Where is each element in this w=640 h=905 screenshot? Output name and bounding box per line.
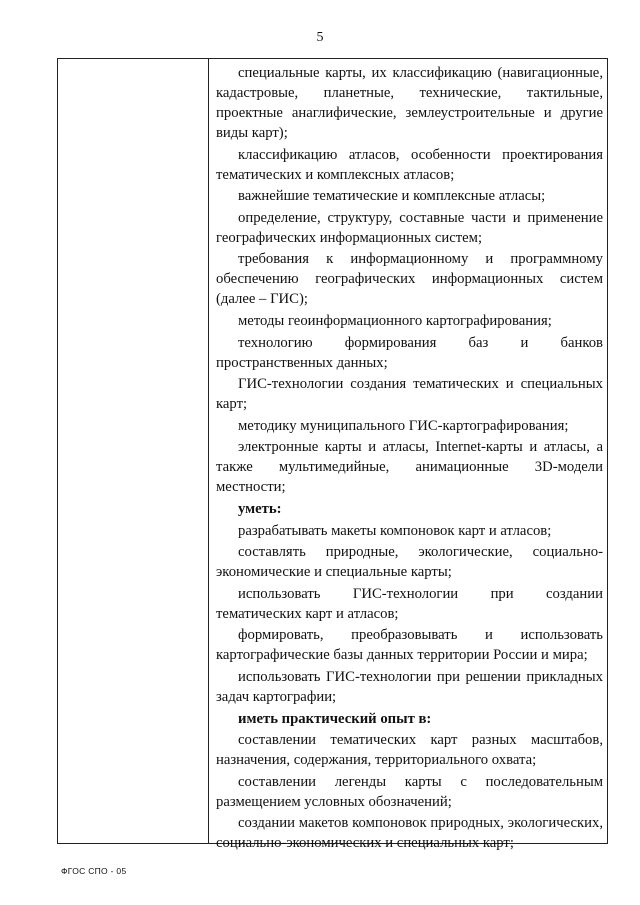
footer-label: ФГОС СПО - 05 xyxy=(61,866,127,876)
paragraph-municipal-gis: методику муниципального ГИС-картографирования; xyxy=(238,417,569,434)
paragraph-thematic-maps: составлении тематических карт разных масштабов, назначения, содержания, территориального охвата; xyxy=(216,732,603,769)
paragraph-legend: составлении легенды карты с последовательным размещением условных обозначений; xyxy=(216,773,603,810)
paragraph-applied-tasks: использовать ГИС-технологии при решении прикладных задач картографии; xyxy=(216,668,603,705)
paragraph-databank-technology: технологию формирования баз и банков пространственных данных; xyxy=(216,334,603,371)
paragraph-compose-maps: составлять природные, экологические, социально-экономические и специальные карты; xyxy=(216,544,603,581)
paragraph-layouts: разрабатывать макеты компоновок карт и атласов; xyxy=(238,522,552,539)
paragraph-databases: формировать, преобразовывать и использовать картографические базы данных территории России и мира; xyxy=(216,627,603,664)
heading-skills: уметь: xyxy=(238,500,282,517)
paragraph-electronic-maps: электронные карты и атласы, Internet-карты и атласы, а также мультимедийные, анимационные 3D-модели местности; xyxy=(216,439,603,496)
paragraph-gis-definition: определение, структуру, составные части и применение географических информационных систем; xyxy=(216,209,603,246)
table-left-column xyxy=(58,59,209,843)
document-table xyxy=(57,58,608,852)
paragraph-major-atlases: важнейшие тематические и комплексные атласы; xyxy=(238,188,546,205)
paragraph-gis-requirements: требования к информационному и программному обеспечению географических информационных систем (далее – ГИС); xyxy=(216,251,603,308)
paragraph-special-maps: специальные карты, их классификацию (навигационные, кадастровые, планетные, технические, тактильные, проектные анаглифические, землеустроительные и другие виды карт); xyxy=(216,65,603,141)
page-number: 5 xyxy=(316,30,324,45)
paragraph-atlas-classification: классификацию атласов, особенности проектирования тематических и комплексных атласов; xyxy=(216,146,603,183)
paragraph-map-layouts: создании макетов компоновок природных, экологических, социально-экономических и специальных карт; xyxy=(216,815,603,852)
table-right-column xyxy=(210,59,607,852)
paragraph-use-gis: использовать ГИС-технологии при создании тематических карт и атласов; xyxy=(216,585,603,622)
paragraph-geoinfo-methods: методы геоинформационного картографирования; xyxy=(238,312,552,329)
paragraph-gis-technologies: ГИС-технологии создания тематических и специальных карт; xyxy=(216,376,603,413)
heading-practical-experience: иметь практический опыт в: xyxy=(238,710,432,727)
